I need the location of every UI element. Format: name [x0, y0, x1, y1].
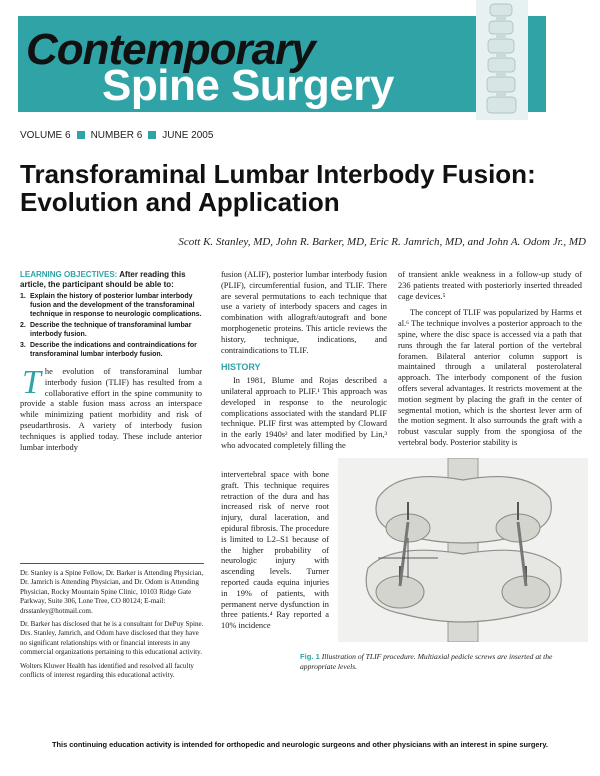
separator-square-icon [148, 131, 156, 139]
journal-title-line1: Contemporary [26, 25, 315, 74]
figure-caption [300, 652, 570, 672]
learning-objectives-label: LEARNING OBJECTIVES: [20, 270, 118, 279]
footnotes [20, 569, 206, 684]
list-item [20, 321, 202, 339]
list-item-number: 2. [20, 322, 26, 329]
list-item-text: Describe the technique of transforaminal lumbar interbody fusion. [30, 322, 192, 338]
section-heading-history: HISTORY [221, 362, 261, 373]
list-item-number: 1. [20, 293, 26, 300]
list-item [20, 292, 202, 319]
drop-cap: T [22, 364, 41, 401]
body-paragraph: of transient ankle weakness in a follow-up study of 236 patients treated with posteriorly inserted threaded cage devices.⁵ [398, 270, 582, 301]
spine-illustration [476, 0, 528, 120]
body-paragraph: intervertebral space with bone graft. This technique requires retraction of the dura and has increased risk of nerve root injury, dural laceration, and epidural fibrosis. The procedure is limited to L2–S1 because of the higher probability of neurologic injury with ascending levels. Turner reported cauda equina injuries in 19% of patients, with permanent nerve dysfunction in three patients.⁴ Ray reported a 10% incidence [221, 470, 329, 631]
body-paragraph: The concept of TLIF was popularized by Harms et al.⁶ The technique involves a posterior approach to the spine, where the disc space is accessed via a path that runs through the far lateral portion of the vertebral foramen. Bilateral anterior column support is maintained through a unilateral posterolateral approach. The interbody component of the fusion offers several advantages. It restricts movement at the motion segment by placing the graft in the center of segmental motion, which is the shortest lever arm of the motion segment. It also surrounds the graft with a robust vascular supply from the spongiosa of the vertebral body. Posterior stability is [398, 308, 582, 447]
footnote-divider [20, 563, 204, 564]
journal-title-line2: Spine Surgery [102, 61, 394, 110]
masthead [0, 0, 600, 120]
column-1 [20, 270, 202, 453]
list-item-text: Describe the indications and contraindications for transforaminal lumbar interbody fusion. [30, 342, 197, 358]
learning-objectives-list [20, 292, 202, 359]
figure-caption-text: Illustration of TLIF procedure. Multiaxial pedicle screws are inserted at the appropriate levels. [300, 652, 553, 671]
article-authors: Scott K. Stanley, MD, John R. Barker, MD, Eric R. Jamrich, MD, and John A. Odom Jr., MD [178, 236, 586, 248]
lead-text: he evolution of transforaminal lumbar interbody fusion (TLIF) has resulted from a collaborative effort in the spine community to provide a stable fusion mass across an interspace while minimizing patient morbidity and risk of pseudarthrosis. A variety of interbody fusion techniques is applied today. These include anterior lumbar interbody [20, 367, 202, 452]
body-paragraph: In 1981, Blume and Rojas described a unilateral approach to PLIF.¹ This approach was developed in response to the neurologic complications associated with the standard PLIF technique. PLIF first was attempted by Cloward in the early 1940s² and later modified by Lin,³ who advocated completely filling the [221, 376, 387, 450]
issue-volume: VOLUME 6 [20, 130, 71, 141]
column-2-narrow [221, 470, 329, 632]
issue-date: JUNE 2005 [162, 130, 214, 141]
figure-tlif-illustration [338, 458, 588, 642]
list-item-number: 3. [20, 342, 26, 349]
issue-line [20, 130, 213, 141]
footnote: Wolters Kluwer Health has identified and resolved all faculty conflicts of interest regarding this educational activity. [20, 661, 194, 680]
column-2 [221, 270, 387, 452]
bottom-note: This continuing education activity is intended for orthopedic and neurologic surgeons and other physicians with an interest in spine surgery. [52, 740, 548, 749]
article-title: Transforaminal Lumbar Interbody Fusion: Evolution and Application [20, 159, 536, 217]
footnote: Dr. Barker has disclosed that he is a consultant for DePuy Spine. Drs. Stanley, Jamrich, and Odom have disclosed that they have no significant relationships with or financial interests in any commercial organizations pertaining to this educational activity. [20, 620, 204, 657]
figure-label: Fig. 1 [300, 652, 320, 661]
issue-number: NUMBER 6 [90, 130, 143, 141]
learning-objectives-heading [20, 270, 202, 290]
learning-objectives-intro: After reading this article, the participant should be able to: [20, 270, 186, 289]
list-item [20, 341, 202, 359]
list-item-text: Explain the history of posterior lumbar interbody fusion and the development of the transforaminal technique in response to neurologic complications. [30, 293, 202, 318]
body-paragraph: fusion (ALIF), posterior lumbar interbody fusion (PLIF), circumferential fusion, and TLIF. There are several permutations to each technique that use a variety of interbody spacers and cages in combination with allograft/autograft and bone morphogenetic proteins. This article reviews the history, technique, indications, and contraindications to TLIF. [221, 270, 387, 355]
column-3 [398, 270, 582, 449]
separator-square-icon [77, 131, 85, 139]
lead-paragraph [20, 364, 202, 453]
footnote: Dr. Stanley is a Spine Fellow, Dr. Barker is Attending Physician, Dr. Jamrich is Attending Physician, and Dr. Odom is Attending Physician, Rocky Mountain Spine Clinic, 10103 Ridge Gate Parkway, Suite 306, Lone Tree, CO 80124; E-mail: drsstanley@hotmail.com. [20, 569, 204, 615]
